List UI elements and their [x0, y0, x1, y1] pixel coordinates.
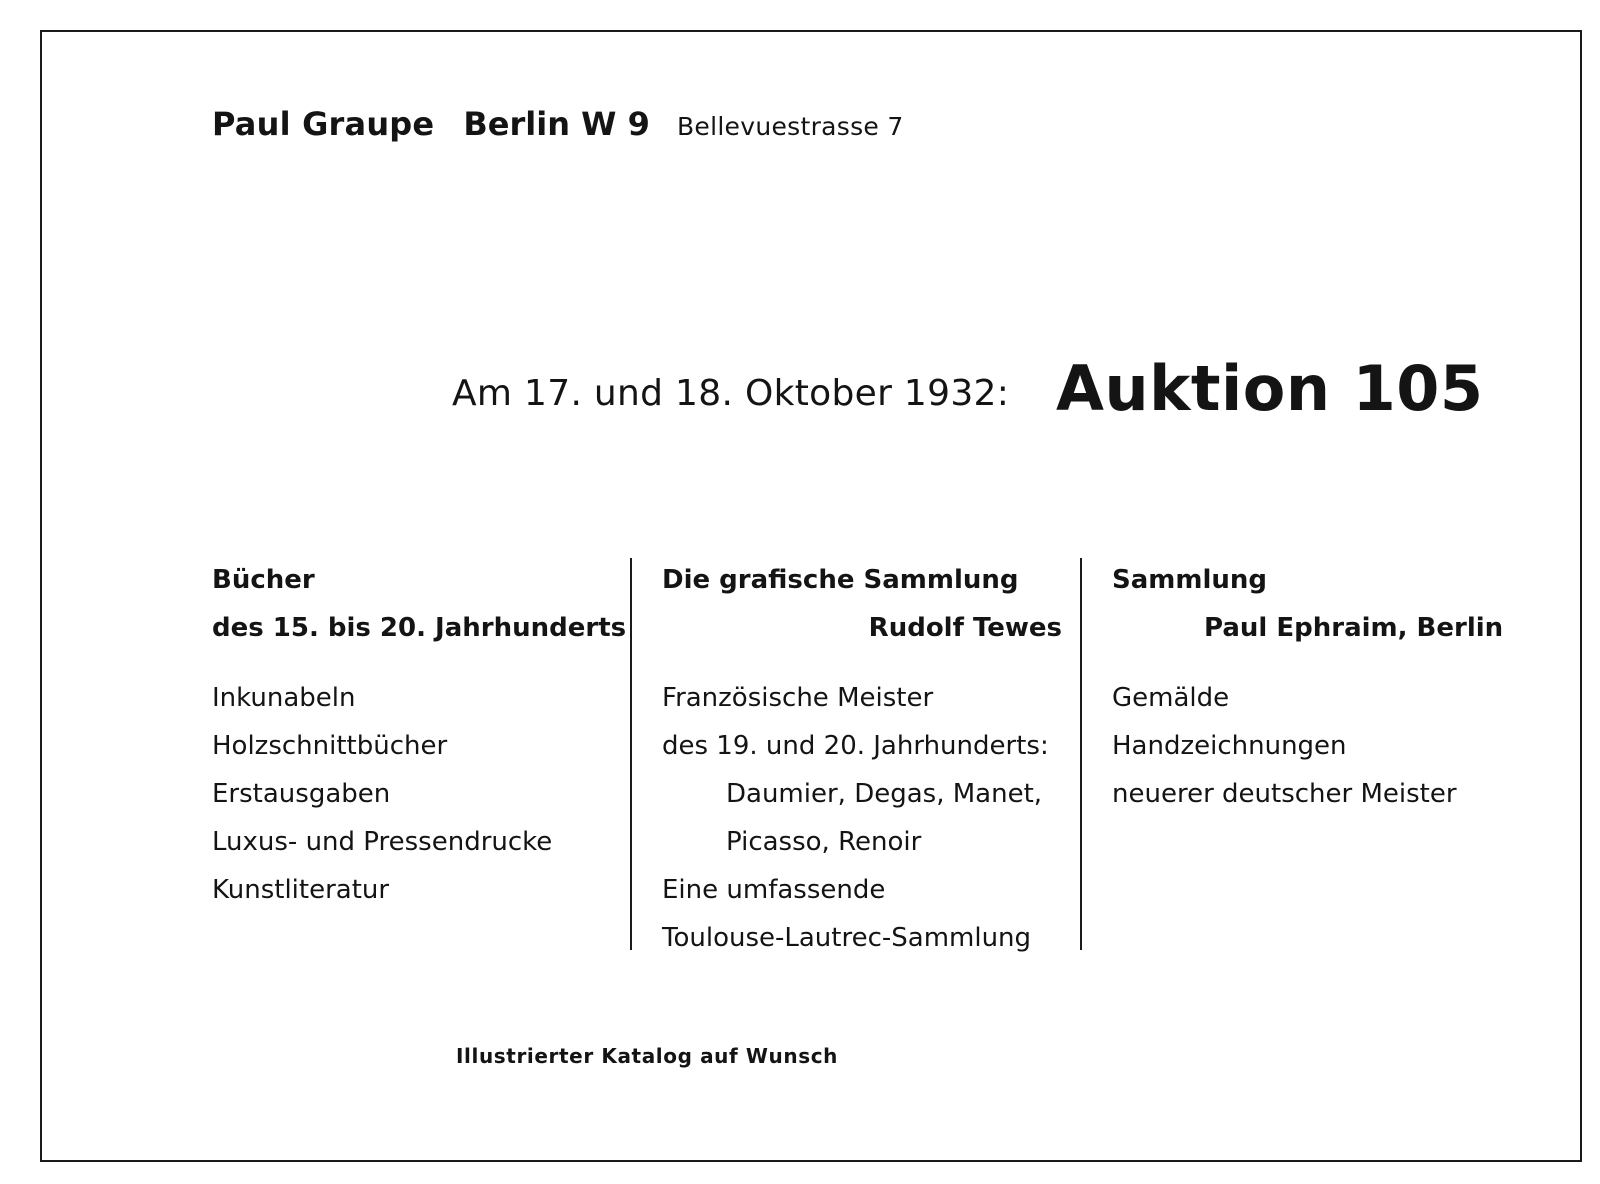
column-ephraim-collection	[1112, 556, 1504, 818]
column-subheading: Paul Ephraim, Berlin	[1204, 613, 1504, 643]
auction-house-header	[212, 105, 904, 143]
list-item: des 19. und 20. Jahrhunderts:	[662, 731, 1049, 761]
list-item: Eine umfassende	[662, 875, 886, 905]
firm-city: Berlin W 9	[463, 105, 650, 143]
list-item: Handzeichnungen	[1112, 731, 1347, 761]
list-item: Luxus- und Pressendrucke	[212, 827, 553, 857]
list-item: Kunstliteratur	[212, 875, 390, 905]
list-item: Erstausgaben	[212, 779, 391, 809]
column-graphic-collection	[662, 556, 1062, 962]
list-item: Toulouse-Lautrec-Sammlung	[662, 923, 1032, 953]
auction-title: Auktion 105	[1056, 352, 1484, 425]
catalog-note: Illustrierter Katalog auf Wunsch	[456, 1044, 839, 1068]
column-heading: Bücher	[212, 565, 315, 595]
list-item: Daumier, Degas, Manet,	[726, 779, 1043, 809]
column-subheading: Rudolf Tewes	[868, 613, 1062, 643]
list-item: Gemälde	[1112, 683, 1230, 713]
column-heading: Sammlung	[1112, 565, 1267, 595]
column-subheading: des 15. bis 20. Jahrhunderts	[212, 613, 627, 643]
list-item: Picasso, Renoir	[726, 827, 922, 857]
list-item: Holzschnittbücher	[212, 731, 448, 761]
list-item: neuerer deutscher Meister	[1112, 779, 1457, 809]
column-heading: Die grafische Sammlung	[662, 565, 1019, 595]
column-divider	[630, 558, 632, 950]
list-item: Inkunabeln	[212, 683, 356, 713]
list-item: Französische Meister	[662, 683, 934, 713]
firm-street: Bellevuestrasse 7	[676, 112, 904, 141]
column-books	[212, 556, 627, 914]
column-divider	[1080, 558, 1082, 950]
firm-name: Paul Graupe	[212, 105, 435, 143]
auction-date: Am 17. und 18. Oktober 1932:	[452, 373, 1010, 414]
